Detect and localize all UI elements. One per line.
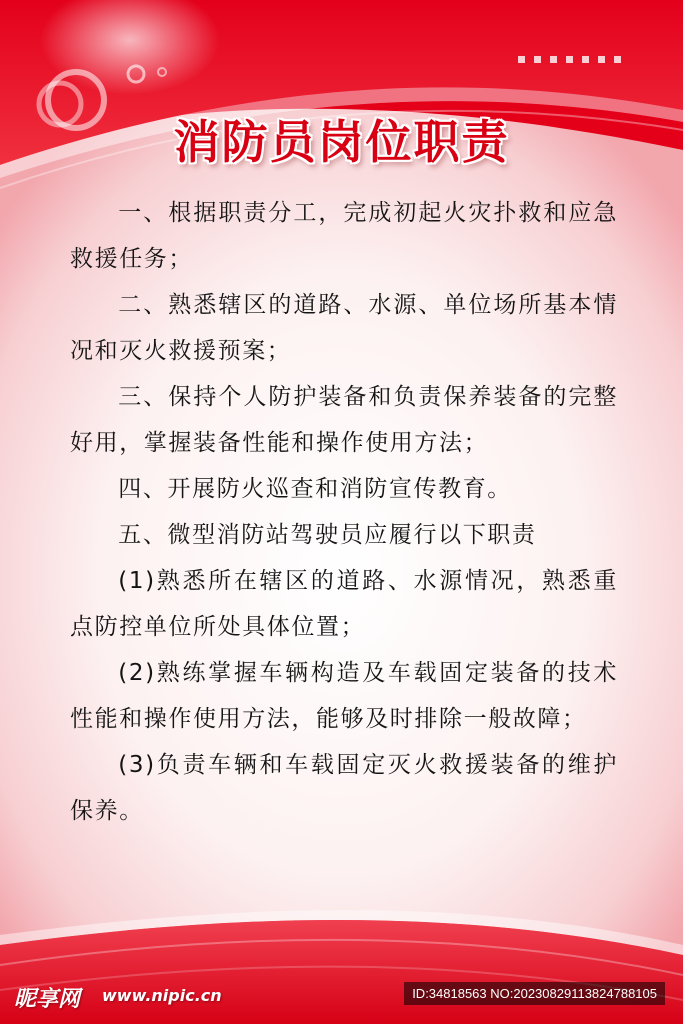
- decorative-dots: [518, 48, 630, 67]
- footer: [0, 978, 683, 1024]
- watermark-url[interactable]: www.nipic.cn: [102, 986, 222, 1005]
- duty-paragraph-3: 三、保持个人防护装备和负责保养装备的完整好用，掌握装备性能和操作使用方法；: [70, 384, 618, 456]
- duty-paragraph-5: 五、微型消防站驾驶员应履行以下职责: [118, 522, 537, 548]
- poster-title: 消防员岗位职责: [173, 115, 510, 169]
- image-id-label: ID:34818563 NO:20230829113824788105: [404, 982, 665, 1005]
- duty-paragraph-4: 四、开展防火巡查和消防宣传教育。: [118, 476, 512, 502]
- duty-subitem-2: (2)熟练掌握车辆构造及车载固定装备的技术性能和操作使用方法，能够及时排除一般故障；: [70, 660, 618, 732]
- duties-text: [70, 190, 618, 834]
- duty-subitem-3: (3)负责车辆和车载固定灭火救援装备的维护保养。: [70, 752, 618, 824]
- duty-subitem-1: (1)熟悉所在辖区的道路、水源情况，熟悉重点防控单位所处具体位置；: [70, 568, 618, 640]
- watermark-logo-text: 昵享网: [14, 987, 81, 1012]
- duty-paragraph-2: 二、熟悉辖区的道路、水源、单位场所基本情况和灭火救援预案；: [70, 292, 618, 364]
- duty-paragraph-1: 一、根据职责分工，完成初起火灾扑救和应急救援任务；: [70, 200, 618, 272]
